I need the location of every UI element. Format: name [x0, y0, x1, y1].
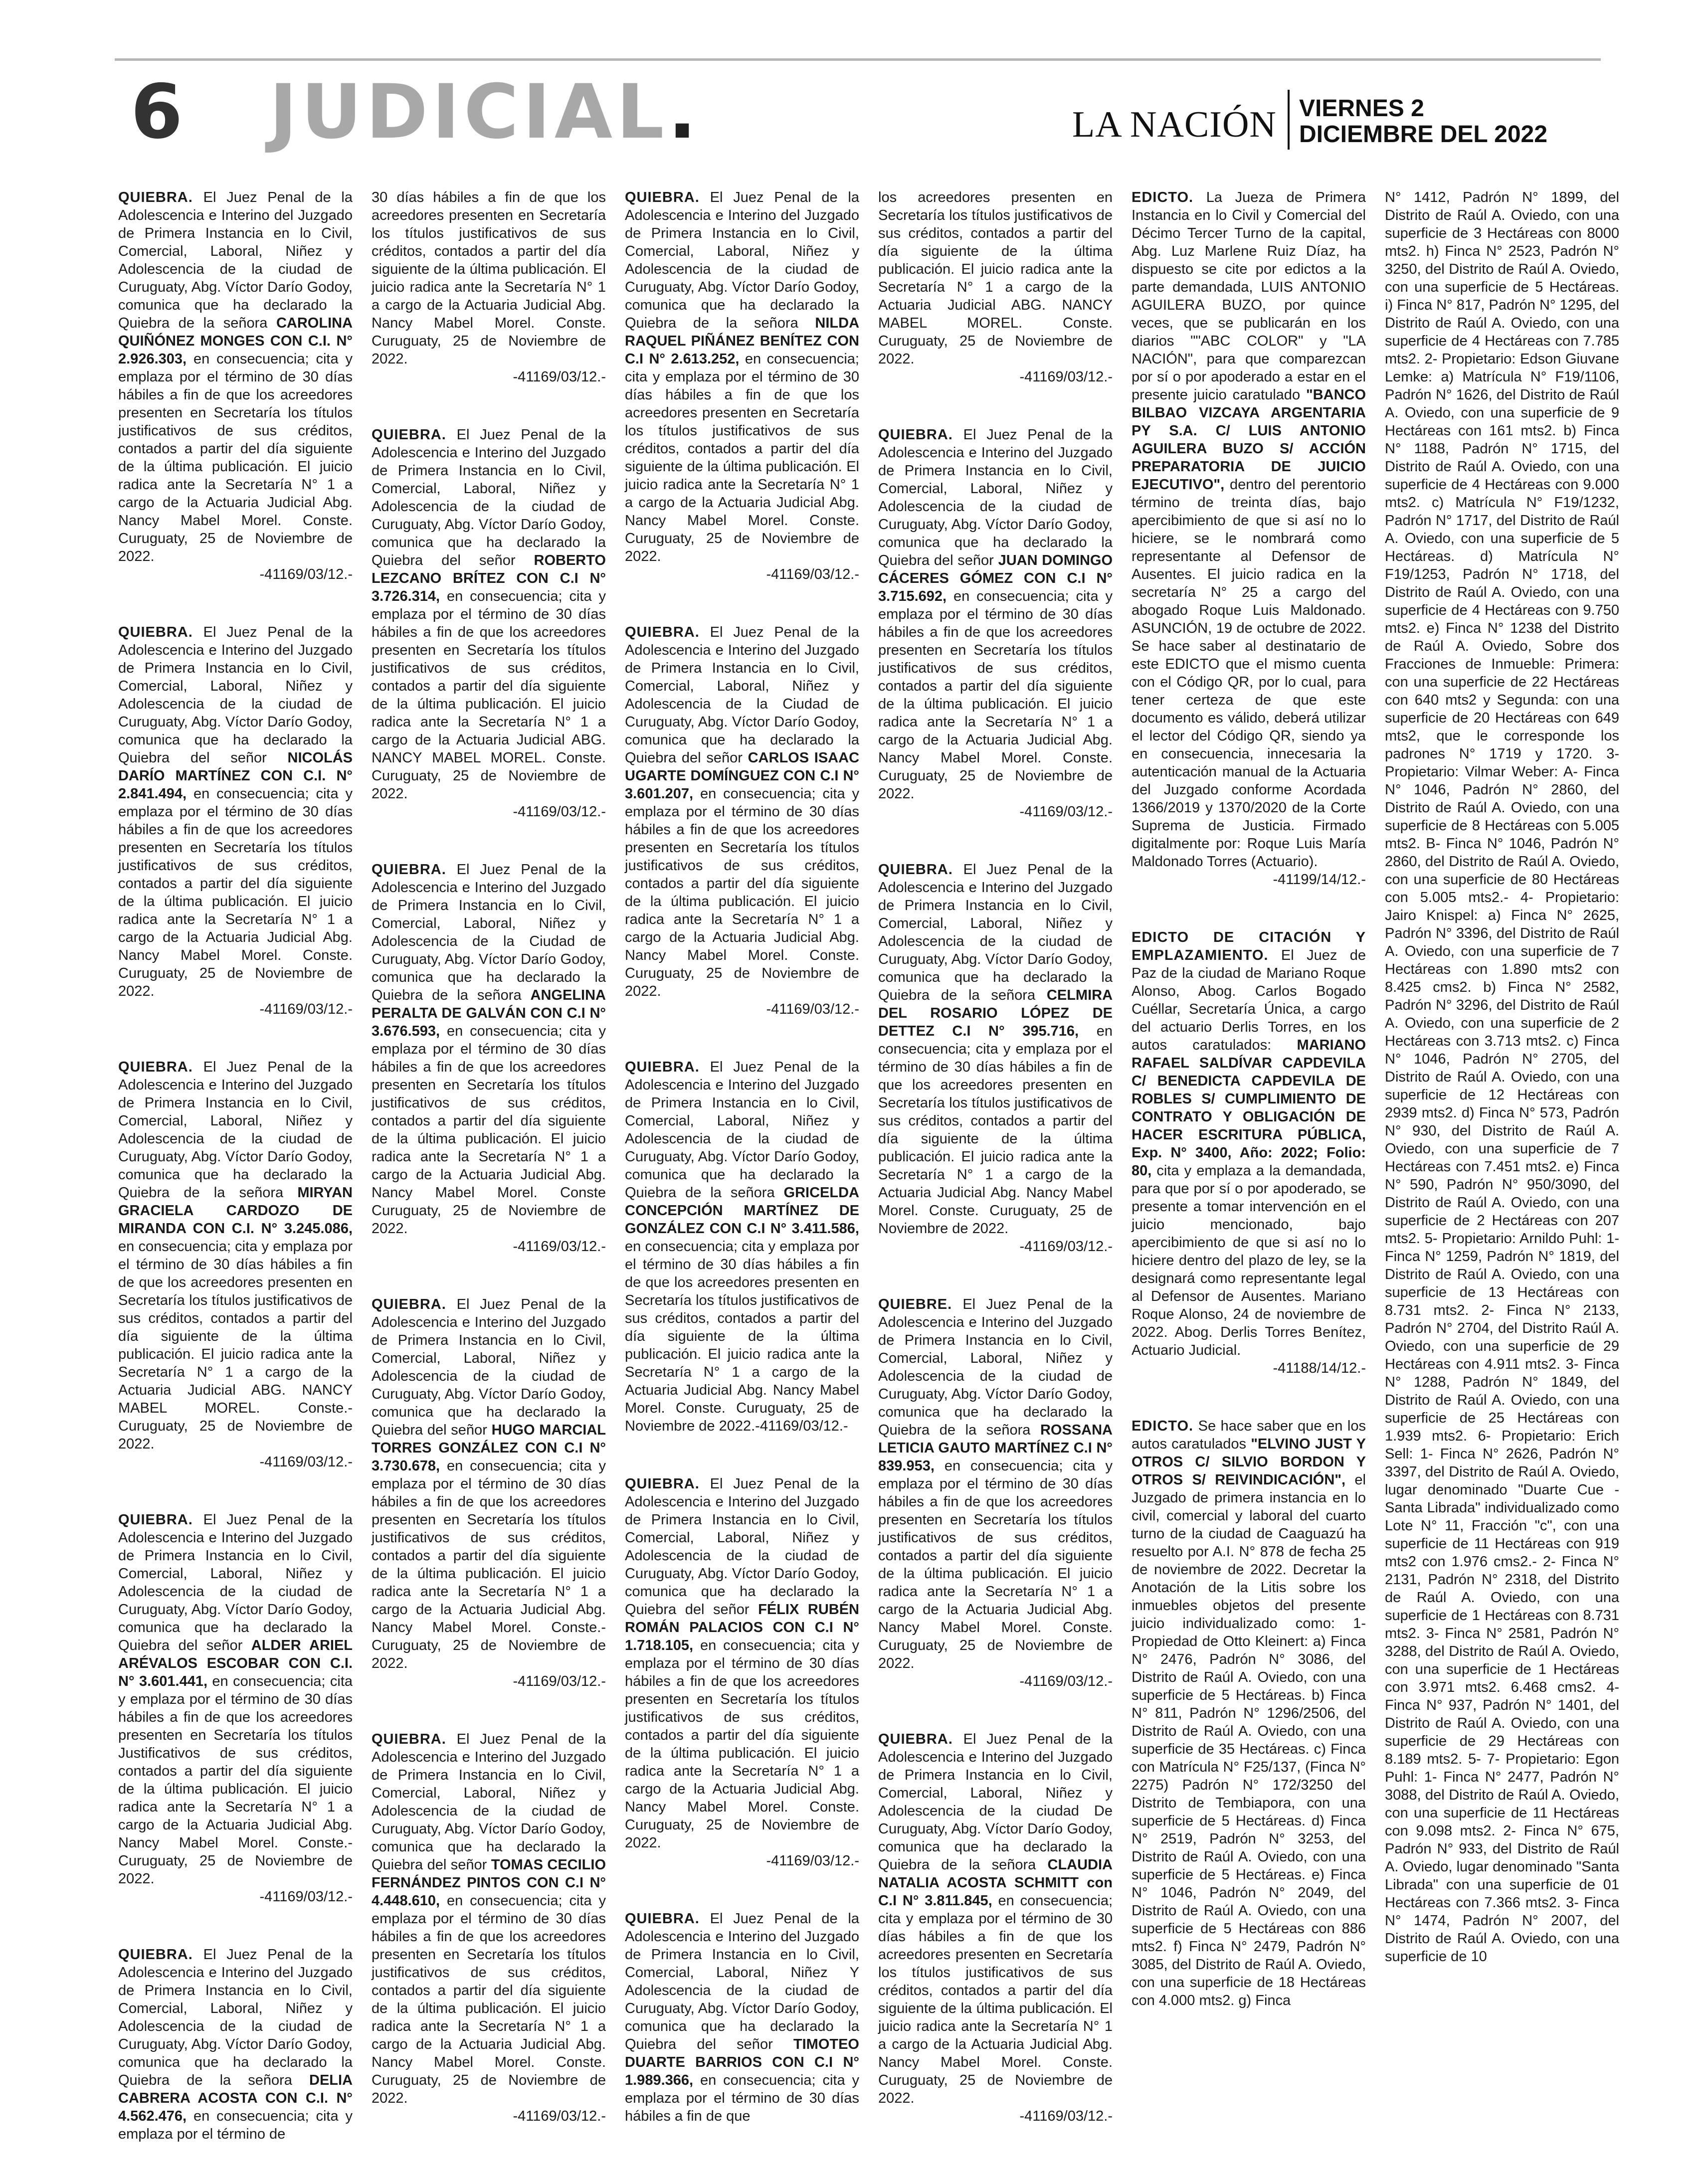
notice-party: TOMAS CECILIO FERNÁNDEZ PINTOS CON C.I N° 4.448.610, — [372, 1857, 606, 1909]
notice-text-continued: en consecuencia; cita y emplaza por el término de 30 días hábiles a fin de que los acreedores presenten en Secretaría los títulos justificativos de sus créditos, contados a partir del día siguiente de la última publicación. El juicio radica ante la Secretaría N° 1 a cargo de la Actuaria Judicial Abg. Nancy Mabel Morel. Conste. Curuguaty, 25 de Noviembre de 2022. — [878, 588, 1113, 802]
section-title-dot: . — [668, 69, 701, 156]
notice-party: "ELVINO JUST Y OTROS C/ SILVIO BORDON Y OTROS S/ REIVINDICACIÓN", — [1132, 1436, 1366, 1488]
notice-text: El Juez de Paz de la ciudad de Mariano Roque Alonso, Abog. Carlos Bogado Cuéllar, Secretaría Única, a cargo del actuario Derlis Torres, en los autos caratulados: — [1132, 947, 1366, 1053]
notice-text-continued: en consecuencia; cita y emplaza por el término de 30 días hábiles a fin de que los acreedores presenten en Secretaría los títulos justificativos de sus créditos, contados a partir del día siguiente de la última publicación. El juicio radica ante la Secretaría N° 1 a cargo de la Actuaria Judicial Abg. Nancy Mabel Morel. Conste. Curuguaty, 25 de Noviembre de 2022. — [372, 1893, 606, 2106]
newspaper-masthead: LA NACIÓN — [1072, 104, 1277, 145]
column-5 — [1132, 188, 1366, 2049]
notice-party: GRICELDA CONCEPCIÓN MARTÍNEZ DE GONZÁLEZ CON C.I N° 3.411.586, — [625, 1185, 859, 1237]
notice-party: NICOLÁS DARÍO MARTÍNEZ CON C.I. N° 2.841.494, — [118, 750, 353, 802]
notice-text-continued: en consecuencia; cita y emplaza por el término de 30 días hábiles a fin de que — [625, 2072, 859, 2124]
notice-text-continued: en consecuencia; cita y emplaza por el término de 30 días hábiles a fin de que los acreedores presenten en Secretaría los títulos justificativos de sus créditos, contados a partir del día siguiente de la última publicación. El juicio radica ante la Secretaría N° 1 a cargo de la Actuaria Judicial Abg. Nancy Mabel Morel. Conste. Curuguaty, 25 de Noviembre de 2022. — [118, 786, 353, 999]
notice-heading: QUIEBRA. — [878, 427, 953, 443]
notice-text-continued: en consecuencia; cita y emplaza por el término de 30 días hábiles a fin de que los acreedores presenten en Secretaría los títulos justificativos de sus créditos, contados a partir del día siguiente de la última publicación. El juicio radica ante la Secretaría N° 1 a cargo de la Actuaria Judicial Abg. Nancy Mabel Morel. Conste.- Curuguaty, 25 de Noviembre de 2022. — [372, 1458, 606, 1671]
section-title-text: JUDICIAL — [269, 69, 668, 156]
notice-text: El Juez Penal de la Adolescencia e Interino del Juzgado de Primera Instancia en lo Civil, Comercial, Laboral, Niñez y Adolescencia de la ciudad De Curuguaty, Abg. Víctor Darío Godoy, comunica que ha declarado la Quiebra de la señora — [878, 1731, 1113, 1873]
legal-notice — [372, 426, 606, 821]
notice-reference-code: -41169/03/12.- — [259, 566, 353, 582]
notice-heading: QUIEBRA. — [372, 1731, 446, 1747]
notice-heading: QUIEBRA. — [625, 1476, 700, 1492]
notice-text-continued: en consecuencia; cita y emplaza por el término de 30 días hábiles a fin de que los acreedores presenten en Secretaría los títulos justificativos de sus créditos, contados a partir del día siguiente de la última publicación. El juicio radica ante la Secretaría N° 1 a cargo de la Actuaria Judicial Abg. Nancy Mabel Morel. Conste Curuguaty, 25 de Noviembre de 2022. — [372, 1023, 606, 1237]
legal-notice — [372, 1295, 606, 1690]
legal-notice — [878, 188, 1113, 386]
notice-reference-code: -41169/03/12.- — [513, 1239, 606, 1255]
notice-reference-code: -41169/03/12.- — [1019, 369, 1113, 385]
notice-heading: QUIEBRA. — [372, 1296, 446, 1312]
notice-reference-code: -41169/03/12.- — [766, 566, 859, 582]
notice-party: MIRYAN GRACIELA CARDOZO DE MIRANDA CON C.I. N° 3.245.086, — [118, 1185, 353, 1237]
notice-reference-code: -41169/03/12.- — [1019, 804, 1113, 820]
header-rule — [115, 58, 1601, 61]
notice-text: El Juez Penal de la Adolescencia e Interino del Juzgado de Primera Instancia en lo Civil, Comercial, Laboral, Niñez Y Adolescencia de la ciudad de Curuguaty, Abg. Víctor Darío Godoy, comunica que ha declarado la Quiebra del señor — [625, 1911, 859, 2052]
notice-party: "BANCO BILBAO VIZCAYA ARGENTARIA PY S.A. C/ LUIS ANTONIO AGUILERA BUZO S/ ACCIÓN PREPARATORIA DE JUICIO EJECUTIVO", — [1132, 387, 1366, 493]
legal-notice — [878, 861, 1113, 1256]
column-2 — [372, 188, 606, 2165]
notice-text-continued: en consecuencia; cita y emplaza por el término de 30 días hábiles a fin de que los acreedores presenten en Secretaría los títulos justificativos de sus créditos, contados a partir del día siguiente de la última publicación. El juicio radica ante la Secretaría N° 1 a cargo de la Actuaria Judicial Abg. Nancy Mabel Morel. Conste. Curuguaty, 25 de Noviembre de 2022. — [878, 1023, 1113, 1237]
notice-heading: EDICTO. — [1132, 1418, 1194, 1434]
notice-text: El Juez Penal de la Adolescencia e Interino del Juzgado de Primera Instancia en lo Civil, Comercial, Laboral, Niñez y Adolescencia de la ciudad de Curuguaty, Abg. Víctor Darío Godoy, comunica que ha declarado la Quiebra del señor — [372, 427, 606, 568]
notice-text: El Juez Penal de la Adolescencia e Interino del Juzgado de Primera Instancia en lo Civil, Comercial, Laboral, Niñez y Adolescencia de la ciudad de Curuguaty, Abg. Víctor Darío Godoy, comunica que ha declarado la Quiebra de la señora — [878, 1296, 1113, 1438]
legal-notice — [878, 1730, 1113, 2125]
notice-party: FÉLIX RUBÉN ROMÁN PALACIOS CON C.I N° 1.718.105, — [625, 1602, 859, 1653]
notice-reference-code: -41169/03/12.- — [259, 1889, 353, 1905]
legal-notice — [372, 188, 606, 386]
notice-reference-code: -41169/03/12.- — [513, 2108, 606, 2124]
legal-notice — [372, 1730, 606, 2125]
notice-heading: EDICTO. — [1132, 189, 1194, 205]
notice-reference-code: -41169/03/12.- — [513, 1673, 606, 1689]
notice-text-continued: en consecuencia; cita y emplaza por el término de — [118, 2108, 353, 2142]
notice-text-continued: el Juzgado de primera instancia en lo civil, comercial y laboral del cuarto turno de la ciudad de Caaguazú ha resuelto por A.I. N° 878 de fecha 25 de noviembre de 2022. Decretar la Anotación de la Litis sobre los inmuebles objetos del presente juicio individualizado como: 1- Propiedad de Otto Kleinert: a) Finca N° 2476, Padrón N° 3086, del Distrito de Raúl A. Oviedo, con una superficie de 5 Hectáreas. b) Finca N° 811, Padrón N° 1296/2506, del Distrito de Raúl A. Oviedo, con una superficie de 35 Hectáreas. c) Finca con Matrícula N° F25/137, (Finca N° 2275) Padrón N° 172/3250 del Distrito de Tembiapora, con una superficie de 5 Hectáreas. d) Finca N° 2519, Padrón N° 3253, del Distrito de Raúl A. Oviedo, con una superficie de 5 Hectáreas. e) Finca N° 1046, Padrón N° 2049, del Distrito de Raúl A. Oviedo, con una superficie de 5 Hectáreas con 886 mts2. f) Finca N° 2479, Padrón N° 3085, del Distrito de Raúl A. Oviedo, con una superficie de 18 Hectáreas con 4.000 mts2. g) Finca — [1132, 1472, 1366, 2008]
legal-notice — [625, 1475, 859, 1870]
notice-text: Se hace saber que en los autos caratulados — [1132, 1418, 1366, 1452]
notice-text-continued: en consecuencia; cita y emplaza por el término de 30 días hábiles a fin de que los acreedores presenten en Secretaría los títulos justificativos de sus créditos, contados a partir del día siguiente de la última publicación. El juicio radica ante la Secretaría N° 1 a cargo de la Actuaria Judicial Abg. Nancy Mabel Morel. Conste. Curuguaty, 25 de Noviembre de 2022. — [625, 786, 859, 999]
notice-text: El Juez Penal de la Adolescencia e Interino del Juzgado de Primera Instancia en lo Civil, Comercial, Laboral, Niñez y Adolescencia de la ciudad de Curuguaty, Abg. Víctor Darío Godoy, comunica que ha declarado la Quiebra del señor — [625, 1476, 859, 1618]
notice-text-continued: en consecuencia; cita y emplaza por el término de 30 días hábiles a fin de que los acreedores presenten en Secretaría los títulos justificativos de sus créditos, contados a partir del día siguiente de la última publicación. El juicio radica ante la Secretaría N° 1 a cargo de la Actuaria Judicial Abg. Nancy Mabel Morel. Conste. Curuguaty, 25 de Noviembre de 2022. — [625, 351, 859, 564]
notice-text: El Juez Penal de la Adolescencia e Interino del Juzgado de Primera Instancia en lo Civil, Comercial, Laboral, Niñez y Adolescencia de la ciudad de Curuguaty, Abg. Víctor Darío Godoy, comunica que ha declarado la Quiebra de la señora — [118, 1059, 353, 1201]
notice-text: N° 1412, Padrón N° 1899, del Distrito de Raúl A. Oviedo, con una superficie de 3 Hectáreas con 8000 mts2. h) Finca N° 2523, Padrón N° 3250, del Distrito de Raúl A. Oviedo, con una superficie de 5 Hectáreas. i) Finca N° 817, Padrón N° 1295, del Distrito de Raúl A. Oviedo, con una superficie de 4 Hectáreas con 7.785 mts2. 2- Propietario: Edson Giuvane Lemke: a) Matrícula N° F19/1106, Padrón N° 1626, del Distrito de Raúl A. Oviedo, con una superficie de 9 Hectáreas con 161 mts2. b) Finca N° 1188, Padrón N° 1715, del Distrito de Raúl A. Oviedo, con una superficie de 4 Hectáreas con 9.000 mts2. c) Matrícula N° F19/1232, Padrón N° 1717, del Distrito de Raúl A. Oviedo, con una superficie de 5 Hectáreas. d) Matrícula N° F19/1253, Padrón N° 1718, del Distrito de Raúl A. Oviedo, con una superficie de 4 Hectáreas con 9.750 mts2. e) Finca N° 1238 del Distrito de Raúl A. Oviedo, Sobre dos Fracciones de Inmueble: Primera: con una superficie de 22 Hectáreas con 640 mts2 y Segunda: con una superficie de 20 Hectáreas con 649 mts2, que le corresponde los padrones N° 1719 y 1720. 3- Propietario: Vilmar Weber: A- Finca N° 1046, Padrón N° 2860, del Distrito de Raúl A. Oviedo, con una superficie de 8 Hectáreas con 5.005 mts2. B- Finca N° 1046, Padrón N° 2860, del Distrito de Raúl A. Oviedo, con una superficie de 80 Hectáreas con 5.005 mts2.- 4- Propietario: Jairo Knispel: a) Finca N° 2625, Padrón N° 3396, del Distrito de Raúl A. Oviedo, con una superficie de 7 Hectáreas con 1.890 mts2 con 8.425 cms2. b) Finca N° 2582, Padrón N° 3296, del Distrito de Raúl A. Oviedo, con una superficie de 2 Hectáreas con 3.713 mts2. c) Finca N° 1046, Padrón N° 2705, del Distrito de Raúl A. Oviedo, con una superficie de 12 Hectáreas con 2939 mts2. d) Finca N° 573, Padrón N° 930, del Distrito de Raúl A. Oviedo, con una superficie de 7 Hectáreas con 7.451 mts2. e) Finca N° 590, Padrón N° 950/3090, del Distrito de Raúl A. Oviedo, con una superficie de 2 Hectáreas con 207 mts2. 5- Propietario: Arnildo Puhl: 1- Finca N° 1259, Padrón N° 1819, del Distrito de Raúl A. Oviedo, con una superficie de 13 Hectáreas con 8.731 mts2. 2- Finca N° 2133, Padrón N° 2704, del Distrito Raúl A. Oviedo, con una superficie de 29 Hectáreas con 4.911 mts2. 3- Finca N° 1288, Padrón N° 1849, del Distrito de Raúl A. Oviedo, con una superficie de 25 Hectáreas con 1.939 mts2. 6- Propietario: Erich Sell: 1- Finca N° 2626, Padrón N° 3397, del Distrito de Raúl A. Oviedo, lugar denominado "Duarte Cue - Santa Librada" individualizado como Lote N° 11, Fracción "c", con una superficie de 11 Hectáreas con 919 mts2 con 1.976 cms2.- 2- Finca N° 2131, Padrón N° 2318, del Distrito de Raúl A. Oviedo, con una superficie de 1 Hectáreas con 8.731 mts2. 3- Finca N° 2581, Padrón N° 3288, del Distrito de Raúl A. Oviedo, con una superficie de 1 Hectáreas con 3.971 mts2. 6.468 cms2. 4- Finca N° 937, Padrón N° 1401, del Distrito de Raúl A. Oviedo, con una superficie de 29 Hectáreas con 8.189 mts2. 5- 7- Propietario: Egon Puhl: 1- Finca N° 2477, Padrón N° 3088, del Distrito de Raúl A. Oviedo, con una superficie de 11 Hectáreas con 9.098 mts2. 2- Finca N° 675, Padrón N° 933, del Distrito de Raúl A. Oviedo, lugar denominado "Santa Librada" con una superficie de 01 Hectáreas con 7.366 mts2. 3- Finca N° 1474, Padrón N° 2007, del Distrito de Raúl A. Oviedo, con una superficie de 10 — [1385, 189, 1619, 1965]
notice-heading: QUIEBRA. — [118, 624, 193, 640]
notice-text: El Juez Penal de la Adolescencia e Interino del Juzgado de Primera Instancia en lo Civil, Comercial, Laboral, Niñez y Adolescencia de la ciudad de Curuguaty, Abg. Víctor Darío Godoy, comunica que ha declarado la Quiebra de la señora — [878, 862, 1113, 1003]
legal-notice — [1132, 1417, 1366, 2009]
notice-text-continued: en consecuencia; cita y emplaza por el término de 30 días hábiles a fin de que los acreedores presenten en Secretaría los títulos justificativos de sus créditos, contados a partir del día siguiente de la última publicación. El juicio radica ante la Secretaría N° 1 a cargo de la Actuaria Judicial Abg. Nancy Mabel Morel. Conste. Curuguaty, 25 de Noviembre de 2022. — [118, 351, 353, 564]
notice-reference-code: -41188/14/12.- — [1273, 1360, 1366, 1376]
notice-heading: QUIEBRA. — [625, 1911, 700, 1927]
notice-party: CARLOS ISAAC UGARTE DOMÍNGUEZ CON C.I N° 3.601.207, — [625, 750, 860, 802]
legal-notice — [372, 861, 606, 1256]
notice-party: MARIANO RAFAEL SALDÍVAR CAPDEVILA C/ BENEDICTA CAPDEVILA DE ROBLES S/ CUMPLIMIENTO DE CONTRATO Y OBLIGACIÓN DE HACER ESCRITURA PÚBLICA, Exp. N° 3400, Año: 2022; Folio: 80, — [1132, 1037, 1366, 1179]
notice-heading: QUIEBRA. — [118, 1947, 193, 1963]
notice-reference-code: -41169/03/12.- — [766, 1001, 859, 1017]
notice-text: El Juez Penal de la Adolescencia e Interino del Juzgado de Primera Instancia en lo Civil, Comercial, Laboral, Niñez y Adolescencia de la ciudad de Curuguaty, Abg. Víctor Darío Godoy, comunica que ha declarado la Quiebra de la señora — [625, 189, 859, 331]
column-4 — [878, 188, 1113, 2165]
issue-date — [1299, 96, 1547, 148]
notice-text-continued: en consecuencia; cita y emplaza por el término de 30 días hábiles a fin de que los acreedores presenten en Secretaría los títulos justificativos de sus créditos, contados a partir del día siguiente de la última publicación. El juicio radica ante la Secretaría N° 1 a cargo de la Actuaria Judicial ABG. NANCY MABEL MOREL. Conste. Curuguaty, 25 de Noviembre de 2022. — [372, 588, 606, 802]
notice-text: El Juez Penal de la Adolescencia e Interino del Juzgado de Primera Instancia en lo Civil, Comercial, Laboral, Niñez y Adolescencia de la Ciudad de Curuguaty, Abg. Víctor Darío Godoy, comunica que ha declarado la Quiebra del señor — [625, 624, 859, 766]
notice-party: ANGELINA PERALTA DE GALVÁN CON C.I N° 3.676.593, — [372, 987, 606, 1039]
notice-party: CLAUDIA NATALIA ACOSTA SCHMITT con C.I N° 3.811.845, — [878, 1857, 1113, 1909]
notice-text: El Juez Penal de la Adolescencia e Interino del Juzgado de Primera Instancia en lo Civil, Comercial, Laboral, Niñez y Adolescencia de la ciudad de Curuguaty, Abg. Víctor Darío Godoy, comunica que ha declarado la Quiebra de la señora — [118, 189, 353, 331]
notice-text: El Juez Penal de la Adolescencia e Interino del Juzgado de Primera Instancia en lo Civil, Comercial, Laboral, Niñez y Adolescencia de la ciudad de Curuguaty, Abg. Víctor Darío Godoy, comunica que ha declarado la Quiebra de la señora — [625, 1059, 859, 1201]
notice-text-continued: en consecuencia; cita y emplaza por el término de 30 días hábiles a fin de que los acreedores presenten en Secretaría los títulos justificativos de sus créditos, contados a partir del día siguiente de la última publicación. El juicio radica ante la Secretaría N° 1 a cargo de la Actuaria Judicial Abg. Nancy Mabel Morel. Conste. Curuguaty, 25 de Noviembre de 2022. — [878, 1458, 1113, 1671]
notice-text: El Juez Penal de la Adolescencia e Interino del Juzgado de Primera Instancia en lo Civil, Comercial, Laboral, Niñez y Adolescencia de la ciudad de Curuguaty, Abg. Víctor Darío Godoy, comunica que ha declarado la Quiebra del señor — [372, 1731, 606, 1873]
notice-reference-code: -41199/14/12.- — [1273, 872, 1366, 888]
notice-heading: QUIEBRA. — [878, 1731, 953, 1747]
notice-text-continued: en consecuencia; cita y emplaza por el término de 30 días hábiles a fin de que los acreedores presenten en Secretaría los títulos justificativos de sus créditos, contados a partir del día siguiente de la última publicación. El juicio radica ante la Secretaría N° 1 a cargo de la Actuaria Judicial ABG. NANCY MABEL MOREL. Conste.- Curuguaty, 25 de Noviembre de 2022. — [118, 1239, 353, 1452]
notice-party: CELMIRA DEL ROSARIO LÓPEZ DE DETTEZ C.I N° 395.716, — [878, 987, 1113, 1039]
notice-heading: QUIEBRA. — [118, 1059, 193, 1075]
column-3 — [625, 188, 859, 2165]
legal-notice — [118, 1511, 353, 1906]
notice-party: HUGO MARCIAL TORRES GONZÁLEZ CON C.I N° 3.730.678, — [372, 1422, 606, 1474]
notice-text-continued: cita y emplaza a la demandada, para que por sí o por apoderado, se presente a tomar intervención en el juicio mencionado, bajo apercibimiento de que si así no lo hiciere dentro del plazo de ley, se la designará como representante legal al Defensor de Ausentes. Mariano Roque Alonso, 24 de noviembre de 2022. Abog. Derlis Torres Benítez, Actuario Judicial. — [1132, 1163, 1366, 1358]
notice-heading: QUIEBRA. — [625, 624, 700, 640]
notice-heading: QUIEBRA. — [372, 427, 446, 443]
legal-notice — [625, 623, 859, 1018]
notice-reference-code: -41169/03/12.- — [1019, 1239, 1113, 1255]
legal-notice — [625, 188, 859, 583]
notice-text: El Juez Penal de la Adolescencia e Interino del Juzgado de Primera Instancia en lo Civil, Comercial, Laboral, Niñez y Adolescencia de la Ciudad de Curuguaty, Abg. Víctor Darío Godoy, comunica que ha declarado la Quiebra de la señora — [372, 862, 606, 1003]
notice-reference-code: -41169/03/12.- — [1019, 2108, 1113, 2124]
notice-text-continued: en consecuencia; cita y emplaza por el término de 30 días hábiles a fin de que los acreedores presenten en Secretaría los títulos Justificativos de sus créditos, contados a partir del día siguiente de la última publicación. El juicio radica ante la Secretaría N° 1 a cargo de la Actuaria Judicial Abg. Nancy Mabel Morel. Conste.- Curuguaty, 25 de Noviembre de 2022. — [118, 1673, 353, 1887]
notice-heading: QUIEBRE. — [878, 1296, 952, 1312]
legal-notice — [878, 426, 1113, 821]
column-1 — [118, 188, 353, 2183]
notice-text: El Juez Penal de la Adolescencia e Interino del Juzgado de Primera Instancia en lo Civil, Comercial, Laboral, Niñez y Adolescencia de la ciudad de Curuguaty, Abg. Víctor Darío Godoy, comunica que ha declarado la Quiebra del señor — [878, 427, 1113, 568]
notice-text-continued: en consecuencia; cita y emplaza por el término de 30 días hábiles a fin de que los acreedores presenten en Secretaría los títulos justificativos de sus créditos, contados a partir del día siguiente de la última publicación. El juicio radica ante la Secretaría N° 1 a cargo de la Actuaria Judicial Abg. Nancy Mabel Morel. Conste. Curuguaty, 25 de Noviembre de 2022.-41169/03/12.- — [625, 1239, 859, 1434]
legal-notice — [1132, 928, 1366, 1377]
notice-reference-code: -41169/03/12.- — [259, 1001, 353, 1017]
notice-text-continued: dentro del perentorio término de treinta días, bajo apercibimiento de que si así no lo hiciere, se le nombrará como representante al Defensor de Ausentes. El juicio radica en la secretaría N° 25 a cargo del abogado Roque Luis Maldonado. ASUNCIÓN, 19 de octubre de 2022. Se hace saber al destinatario de este EDICTO que el mismo cuenta con el Código QR, por lo cual, para tener certeza de que este documento es válido, deberá utilizar el lector del Código QR, siendo ya en consecuencia, innecesaria la autenticación manual de la Actuaria del Juzgado conforme Acordada 1366/2019 y 1370/2020 de la Corte Suprema de Justicia. Firmado digitalmente por: Roque Luis María Maldonado Torres (Actuario). — [1132, 477, 1366, 870]
notice-party: ROSSANA LETICIA GAUTO MARTÍNEZ C.I N° 839.953, — [878, 1422, 1113, 1474]
notice-party: NILDA RAQUEL PIÑÁNEZ BENÍTEZ CON C.I N° 2.613.252, — [625, 315, 860, 367]
legal-notice — [1132, 188, 1366, 889]
notice-text: El Juez Penal de la Adolescencia e Interino del Juzgado de Primera Instancia en lo Civil, Comercial, Laboral, Niñez y Adolescencia de la ciudad de Curuguaty, Abg. Víctor Darío Godoy, comunica que ha declarado la Quiebra de la señora — [118, 1947, 353, 2088]
notice-heading: QUIEBRA. — [625, 1059, 700, 1075]
legal-notice — [118, 1058, 353, 1471]
issue-month-year: DICIEMBRE DEL 2022 — [1299, 121, 1547, 148]
notice-party: JUAN DOMINGO CÁCERES GÓMEZ CON C.I N° 3.715.692, — [878, 552, 1113, 604]
notice-party: ROBERTO LEZCANO BRÍTEZ CON C.I N° 3.726.314, — [372, 552, 606, 604]
masthead-divider — [1288, 90, 1290, 150]
page-number: 6 — [131, 69, 183, 156]
notice-party: TIMOTEO DUARTE BARRIOS CON C.I N° 1.989.366, — [625, 2036, 859, 2088]
notice-heading: EDICTO DE CITACIÓN Y EMPLAZAMIENTO. — [1132, 929, 1366, 963]
section-title — [269, 69, 701, 156]
notice-text: El Juez Penal de la Adolescencia e Interino del Juzgado de Primera Instancia en lo Civil, Comercial, Laboral, Niñez y Adolescencia de la ciudad de Curuguaty, Abg. Víctor Darío Godoy, comunica que ha declarado la Quiebra del señor — [372, 1296, 606, 1438]
legal-notice — [878, 1295, 1113, 1690]
legal-notice — [625, 1058, 859, 1435]
issue-day: VIERNES 2 — [1299, 95, 1424, 122]
legal-notice — [118, 188, 353, 583]
notice-text: La Jueza de Primera Instancia en lo Civil y Comercial del Décimo Tercer Turno de la capital, Abg. Luz Marlene Ruiz Díaz, ha dispuesto se cite por edictos a la parte demandada, LUIS ANTONIO AGUILERA BUZO, por quince veces, que se publicarán en los diarios ""ABC COLOR" y "LA NACIÓN", para que comparezcan por sí o por apoderado a estar en el presente juicio caratulado — [1132, 189, 1366, 403]
notice-party: CAROLINA QUIÑÓNEZ MONGES CON C.I. N° 2.926.303, — [118, 315, 353, 367]
notice-text: los acreedores presenten en Secretaría los títulos justificativos de sus créditos, contados a partir del día siguiente de la última publicación. El juicio radica ante la Secretaría N° 1 a cargo de la Actuaria Judicial ABG. NANCY MABEL MOREL. Conste. Curuguaty, 25 de Noviembre de 2022. — [878, 189, 1113, 367]
notice-heading: QUIEBRA. — [625, 189, 700, 205]
notice-reference-code: -41169/03/12.- — [513, 804, 606, 820]
notice-heading: QUIEBRA. — [878, 862, 953, 878]
legal-notice — [118, 623, 353, 1018]
notice-reference-code: -41169/03/12.- — [513, 369, 606, 385]
column-6 — [1385, 188, 1619, 2005]
notice-heading: QUIEBRA. — [118, 1512, 193, 1528]
notice-party: ALDER ARIEL ARÉVALOS ESCOBAR CON C.I. N° 3.601.441, — [118, 1637, 353, 1689]
notice-text-continued: en consecuencia; cita y emplaza por el término de 30 días hábiles a fin de que los acreedores presenten en Secretaría los títulos justificativos de sus créditos, contados a partir del día siguiente de la última publicación. El juicio radica ante la Secretaría N° 1 a cargo de la Actuaria Judicial Abg. Nancy Mabel Morel. Conste. Curuguaty, 25 de Noviembre de 2022. — [878, 1893, 1113, 2106]
notice-reference-code: -41169/03/12.- — [1019, 1673, 1113, 1689]
legal-notice — [1385, 188, 1619, 1966]
notice-text: El Juez Penal de la Adolescencia e Interino del Juzgado de Primera Instancia en lo Civil, Comercial, Laboral, Niñez y Adolescencia de la ciudad de Curuguaty, Abg. Víctor Darío Godoy, comunica que ha declarado la Quiebra del señor — [118, 624, 353, 766]
notice-text-continued: en consecuencia; cita y emplaza por el término de 30 días hábiles a fin de que los acreedores presenten en Secretaría los títulos justificativos de sus créditos, contados a partir del día siguiente de la última publicación. El juicio radica ante la Secretaría N° 1 a cargo de la Actuaria Judicial Abg. Nancy Mabel Morel. Conste. Curuguaty, 25 de Noviembre de 2022. — [625, 1637, 859, 1851]
notice-heading: QUIEBRA. — [118, 189, 193, 205]
notice-party: DELIA CABRERA ACOSTA CON C.I. N° 4.562.476, — [118, 2072, 353, 2124]
notice-reference-code: -41169/03/12.- — [766, 1853, 859, 1869]
legal-notice — [625, 1910, 859, 2125]
notice-text: 30 días hábiles a fin de que los acreedores presenten en Secretaría los títulos justificativos de sus créditos, contados a partir del día siguiente de la última publicación. El juicio radica ante la Secretaría N° 1 a cargo de la Actuaria Judicial Abg. Nancy Mabel Morel. Conste. Curuguaty, 25 de Noviembre de 2022. — [372, 189, 606, 367]
notice-text: El Juez Penal de la Adolescencia e Interino del Juzgado de Primera Instancia en lo Civil, Comercial, Laboral, Niñez y Adolescencia de la ciudad de Curuguaty, Abg. Víctor Darío Godoy, comunica que ha declarado la Quiebra del señor — [118, 1512, 353, 1653]
notice-reference-code: -41169/03/12.- — [259, 1454, 353, 1470]
legal-notice — [118, 1946, 353, 2143]
notice-heading: QUIEBRA. — [372, 862, 446, 878]
